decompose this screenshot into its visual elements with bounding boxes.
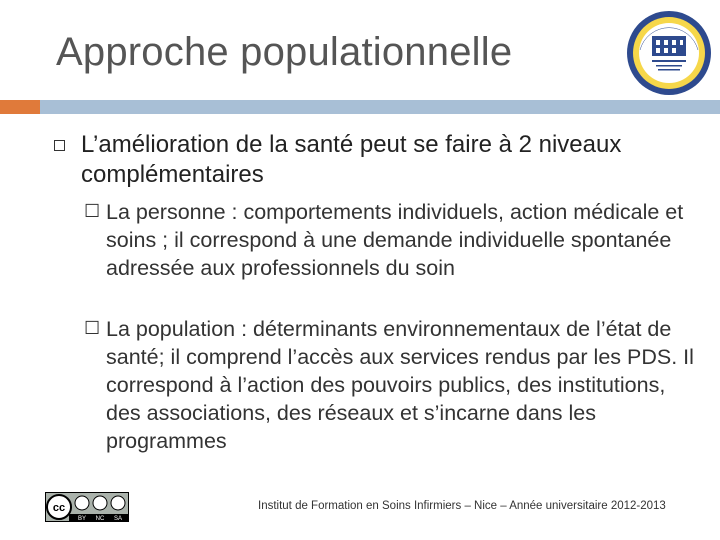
svg-text:SA: SA — [113, 516, 123, 522]
main-point: L’amélioration de la santé peut se faire à 2 niveaux complémentaires — [81, 131, 622, 188]
slide-title: Approche populationnelle — [56, 30, 513, 74]
svg-text:BY: BY — [77, 516, 87, 522]
slide-footer: Institut de Formation en Soins Infirmiers – Nice – Année universitaire 2012-2013 — [258, 500, 666, 512]
sub-point-person-text: La personne : comportements individuels, action médicale et soins ; il correspond à une demande individuelle spontanée adressée aux professionnels du soin — [106, 200, 684, 280]
sub-point-population — [106, 315, 696, 455]
header-rule — [40, 100, 720, 114]
sub-point-population-text: La population : déterminants environnementaux de l’état de santé; il comprend l’accès aux services rendus par les PDS. Il correspond à l’action des pouvoirs publics, des institutions, des associations, des réseaux et s’incarne dans les programmes — [106, 317, 694, 453]
checkbox-bullet-icon: ☐ — [84, 318, 101, 338]
accent-bar-left — [0, 100, 40, 114]
square-bullet-icon — [54, 140, 65, 151]
svg-text:NC: NC — [95, 516, 105, 522]
svg-text:cc: cc — [52, 502, 66, 514]
faculty-seal-logo — [626, 10, 712, 96]
cc-by-nc-sa-badge-icon — [45, 492, 129, 522]
sub-point-person — [106, 198, 696, 282]
checkbox-bullet-icon: ☐ — [84, 201, 101, 221]
